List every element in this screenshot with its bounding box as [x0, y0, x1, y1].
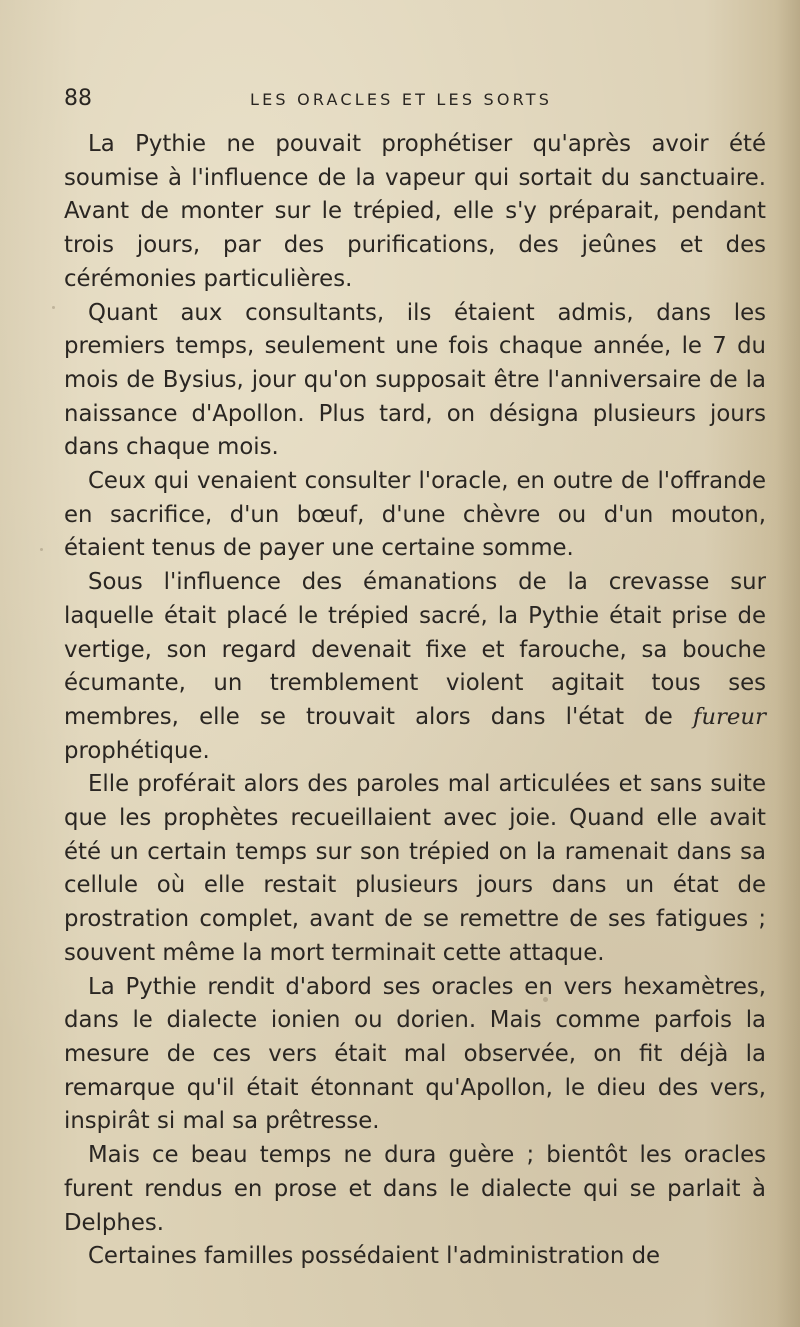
page-header	[0, 86, 800, 116]
paragraph-text: prophétique.	[64, 737, 210, 764]
paragraph-consultants	[64, 297, 766, 466]
paragraph-text: Quant aux consultants, ils étaient admis, dans les premiers temps, seulement une fois chaque année, le 7 du mois de Bysius, jour qu'on supposait être l'anniversaire de la naissance d'Apollon. Plus tard, on désigna plusieurs jours dans chaque mois.	[64, 299, 766, 461]
paragraph-text: La Pythie rendit d'abord ses oracles en vers hexamètres, dans le dialecte ionien ou dorien. Mais comme parfois la mesure de ces vers était mal observée, on fit déjà la remarque qu'il était étonnant qu'Apollon, le dieu des vers, inspirât si mal sa prêtresse.	[64, 973, 766, 1135]
paragraph-text: Ceux qui venaient consulter l'oracle, en outre de l'offrande en sacrifice, d'un bœuf, d'une chèvre ou d'un mouton, étaient tenus de payer une certaine somme.	[64, 468, 766, 562]
paper-speck	[40, 548, 43, 551]
paragraph-text: Mais ce beau temps ne dura guère ; bientôt les oracles furent rendus en prose et dans le dialecte qui se parlait à Delphes.	[64, 1142, 766, 1236]
page-number: 88	[64, 86, 92, 111]
paragraph-text: Sous l'influence des émanations de la crevasse sur laquelle était placé le trépied sacré, la Pythie était prise de vertige, son regard devenait fixe et farouche, sa bouche écumante, un tremblement violent agitait tous ses membres, elle se trouvait alors dans l'état de	[64, 569, 766, 730]
paragraph-prose	[64, 1139, 766, 1240]
paragraph-text: Certaines familles possédaient l'administration de	[88, 1243, 661, 1270]
paper-speck	[543, 997, 548, 1002]
paragraph-emanations	[64, 566, 766, 768]
paragraph-offrande	[64, 465, 766, 566]
paragraph-familles	[64, 1240, 766, 1274]
paragraph-text: Elle proférait alors des paroles mal articulées et sans suite que les prophètes recueillaient avec joie. Quand elle avait été un certain temps sur son trépied on la ramenait dans sa cellule où elle restait plusieurs jours dans un état de prostration complet, avant de se remettre de ses fatigues ; souvent même la mort terminait cette attaque.	[64, 771, 766, 966]
paper-speck	[52, 306, 55, 309]
paragraph-text: La Pythie ne pouvait prophétiser qu'après avoir été soumise à l'influence de la vapeur qui sortait du sanctuaire. Avant de monter sur le trépied, elle s'y préparait, pendant trois jours, par des purifications, des jeûnes et des cérémonies particulières.	[64, 131, 766, 292]
paragraph-pythie-preparation	[64, 128, 766, 297]
paragraph-paroles	[64, 768, 766, 970]
running-title: LES ORACLES ET LES SORTS	[250, 90, 553, 109]
paragraph-hexametres	[64, 971, 766, 1140]
italic-word: fureur	[692, 703, 766, 730]
body-text	[64, 128, 766, 1274]
